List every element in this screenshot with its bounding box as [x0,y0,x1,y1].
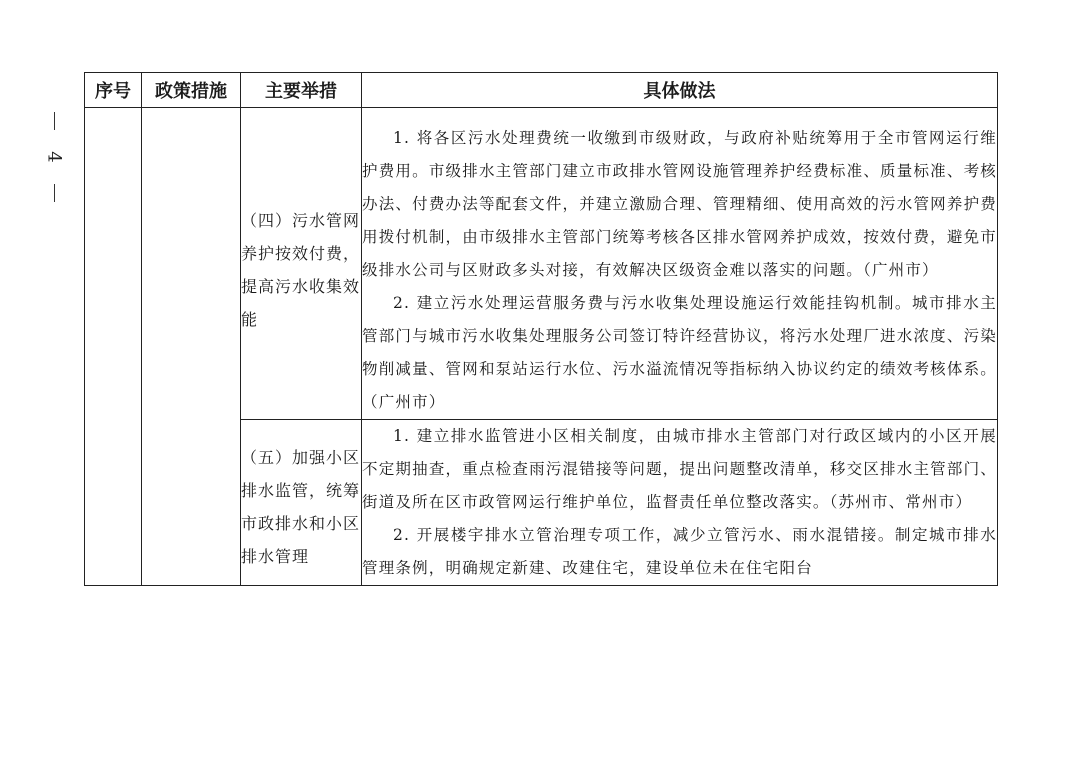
detail-paragraph: 1. 建立排水监管进小区相关制度，由城市排水主管部门对行政区域内的小区开展不定期抽查，重点检查雨污混错接等问题，提出问题整改清单，移交区排水主管部门、街道及所在区市政管网运行维护单位，监督责任单位整改落实。（苏州市、常州市） [362,427,997,511]
cell-details [362,420,998,586]
page-number-dash-bottom [54,184,55,202]
header-policy: 政策措施 [142,73,241,108]
cell-index [85,108,142,586]
table-header-row [85,73,998,108]
cell-policy [142,108,241,586]
cell-details [362,108,998,420]
page-number [40,112,68,202]
cell-main-measure: （四）污水管网养护按效付费，提高污水收集效能 [241,108,362,420]
header-index: 序号 [85,73,142,108]
table-row [85,108,998,420]
header-main-measure: 主要举措 [241,73,362,108]
detail-paragraph: 2. 建立污水处理运营服务费与污水收集处理设施运行效能挂钩机制。城市排水主管部门与城市污水收集处理服务公司签订特许经营协议，将污水处理厂进水浓度、污染物削减量、管网和泵站运行水位、污水溢流情况等指标纳入协议约定的绩效考核体系。（广州市） [362,294,997,411]
cell-main-measure: （五）加强小区排水监管，统筹市政排水和小区排水管理 [241,420,362,586]
policy-table [84,72,998,586]
header-details: 具体做法 [362,73,998,108]
page-number-dash-top [54,112,55,130]
detail-paragraph: 2. 开展楼宇排水立管治理专项工作，减少立管污水、雨水混错接。制定城市排水管理条例，明确规定新建、改建住宅，建设单位未在住宅阳台 [362,526,997,577]
page-number-value: 4 [43,151,65,163]
detail-paragraph: 1. 将各区污水处理费统一收缴到市级财政，与政府补贴统筹用于全市管网运行维护费用。市级排水主管部门建立市政排水管网设施管理养护经费标准、质量标准、考核办法、付费办法等配套文件，并建立激励合理、管理精细、使用高效的污水管网养护费用拨付机制，由市级排水主管部门统筹考核各区排水管网养护成效，按效付费，避免市级排水公司与区财政多头对接，有效解决区级资金难以落实的问题。（广州市） [362,129,997,279]
